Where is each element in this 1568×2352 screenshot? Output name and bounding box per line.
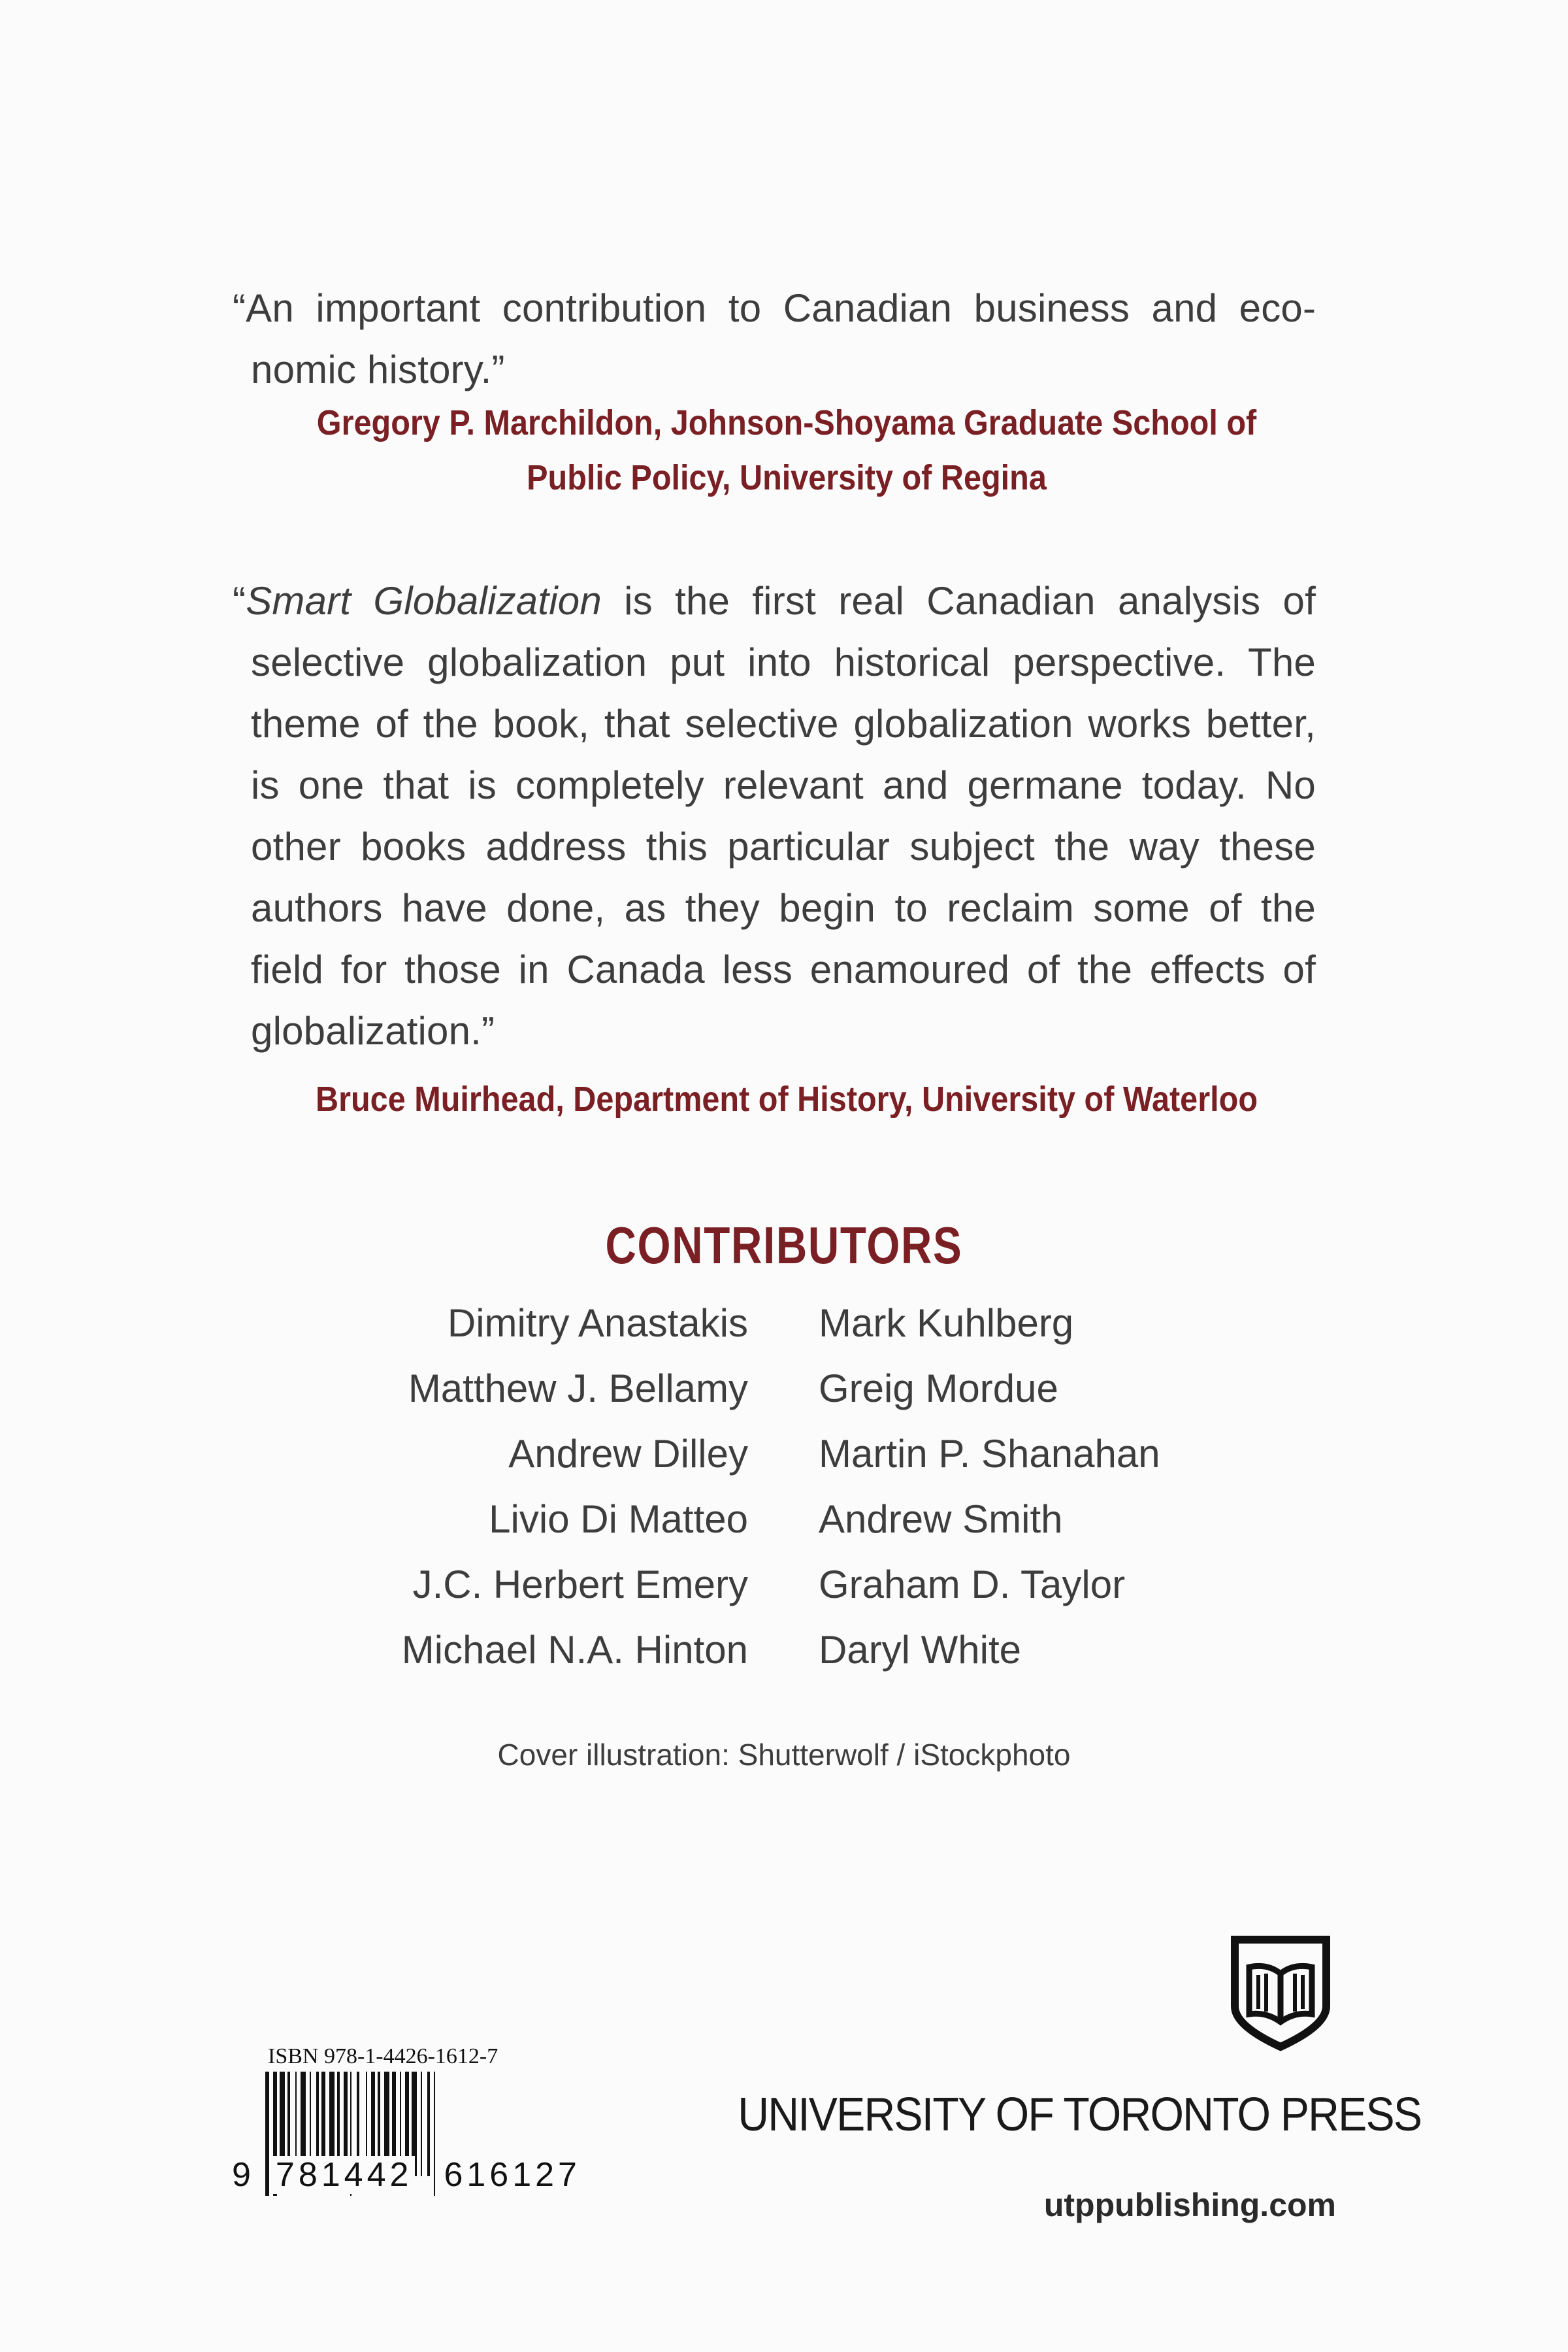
barcode-digit-first: 9: [232, 2156, 255, 2194]
contributor-name-right: Martin P. Shanahan: [819, 1432, 1160, 1476]
contributor-name-left: Livio Di Matteo: [489, 1497, 748, 1541]
contributor-name-left: Michael N.A. Hinton: [401, 1628, 748, 1672]
quote-1-attribution: [304, 395, 1269, 505]
contributor-name-right: Greig Mordue: [819, 1366, 1058, 1410]
barcode-digits: [232, 2155, 583, 2195]
quote-1-text: “An important contribution to Canadian business and economic history.”: [233, 286, 1316, 391]
publisher-website[interactable]: utppublishing.com: [1043, 2187, 1336, 2223]
contributor-name-right: Daryl White: [819, 1628, 1022, 1672]
contributors-heading: CONTRIBUTORS: [605, 1216, 963, 1274]
quote-1-attribution-line-2: Public Policy, University of Regina: [527, 458, 1047, 497]
barcode-digit-group-2: 616127: [441, 2156, 583, 2194]
barcode-digit-group-1: 781442: [273, 2156, 416, 2194]
book-shield-icon: [1228, 1934, 1333, 2052]
cover-credit: Cover illustration: Shutterwolf / iStockphoto: [497, 1738, 1071, 1772]
contributor-name-left: Matthew J. Bellamy: [408, 1366, 748, 1410]
isbn-label: ISBN 978-1-4426-1612-7: [268, 2044, 498, 2068]
contributors-right-column: [819, 1291, 1160, 1683]
quote-2-attribution: [304, 1072, 1269, 1127]
contributor-name-right: Andrew Smith: [819, 1497, 1063, 1541]
contributors-left-column: [402, 1291, 748, 1683]
quote-1-attribution-line-1: Gregory P. Marchildon, Johnson-Shoyama Graduate School of: [316, 403, 1257, 442]
quote-2: [233, 571, 1316, 1062]
quote-1: [233, 278, 1316, 401]
publisher-name: UNIVERSITY OF TORONTO PRESS: [738, 2089, 1422, 2141]
contributor-name-left: Andrew Dilley: [508, 1432, 748, 1476]
contributor-name-left: Dimitry Anastakis: [447, 1301, 748, 1345]
quote-2-open-mark: “: [233, 579, 246, 623]
quote-2-paragraph: [233, 571, 1316, 1062]
contributor-name-left: J.C. Herbert Emery: [412, 1563, 748, 1606]
quote-2-attribution-line: Bruce Muirhead, Department of History, University of Waterloo: [315, 1080, 1258, 1119]
contributor-name-right: Mark Kuhlberg: [819, 1301, 1074, 1345]
contributor-name-right: Graham D. Taylor: [819, 1563, 1126, 1606]
quote-2-book-title: Smart Globalization: [246, 579, 602, 623]
quote-2-text: is the first real Canadian analysis of selective globalization put into historical perspective. The theme of the book, that selective globalization works better, is one that is completely relevant and germane today. No other books address this particular subject the way these authors have done, as they begin to reclaim some of the field for those in Canada less enamoured of the effects of globalization.”: [251, 579, 1316, 1053]
